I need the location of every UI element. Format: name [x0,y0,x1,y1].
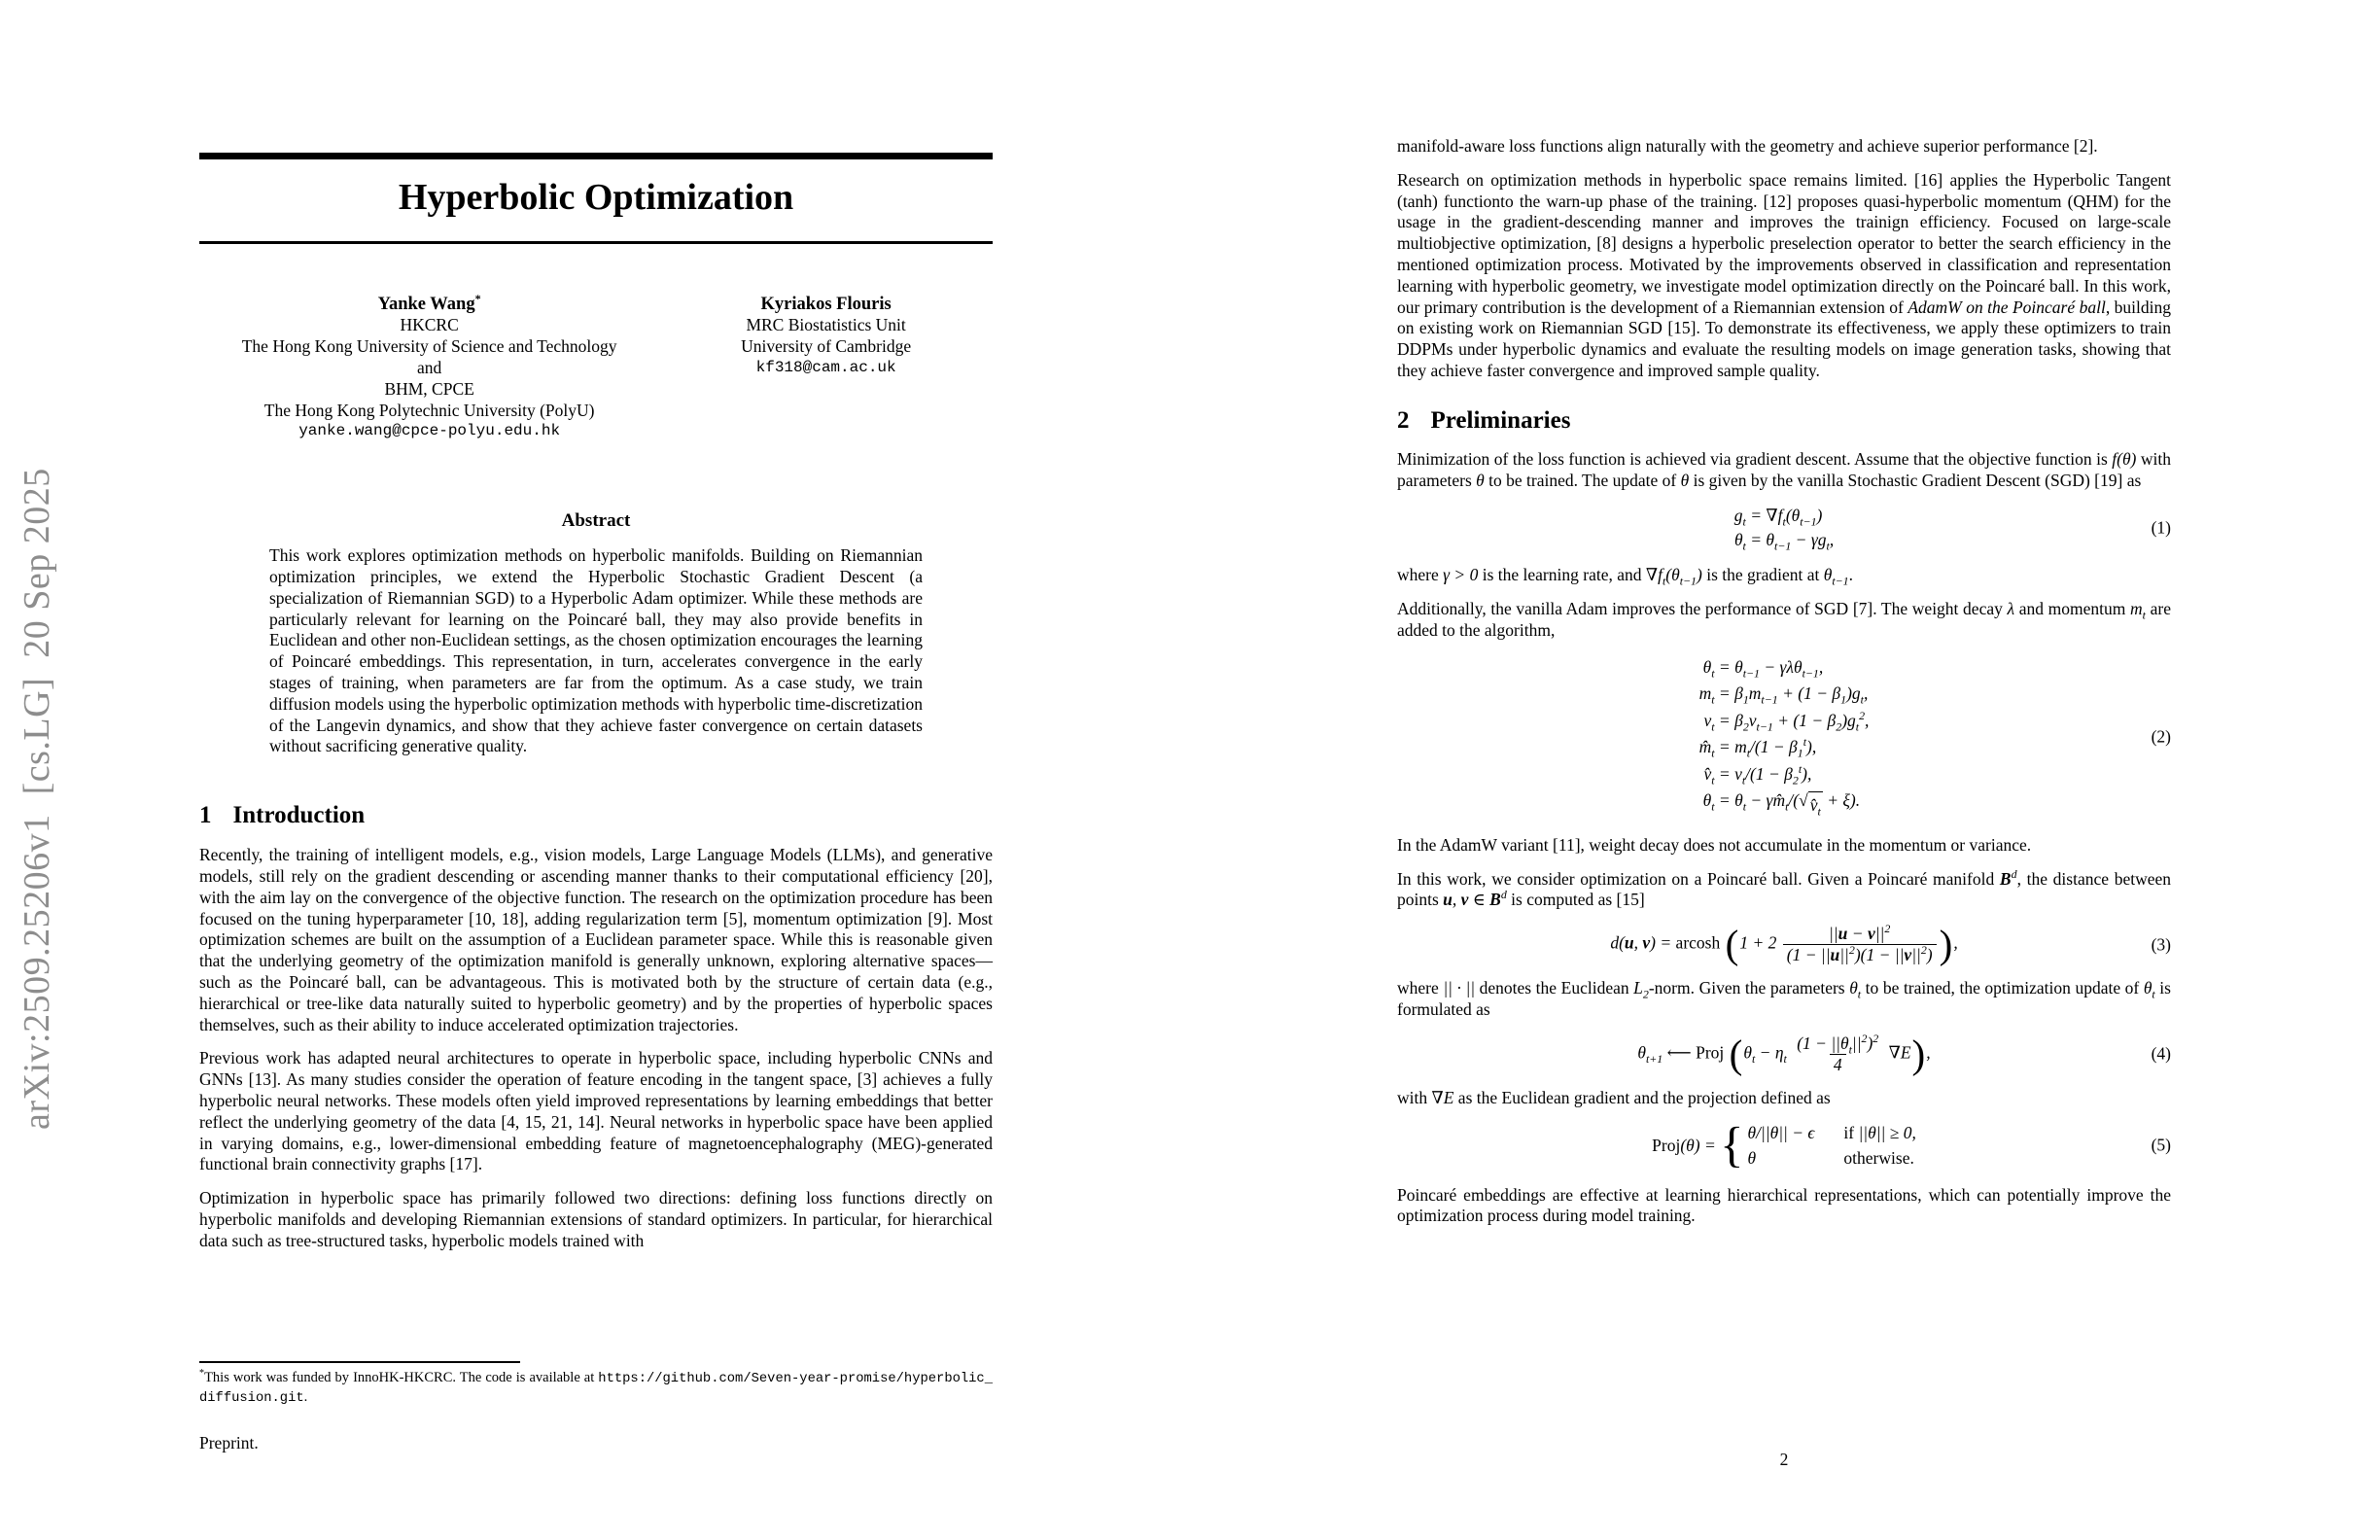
equation-3-number: (3) [2151,934,2171,955]
intro-paragraph-2: Previous work has adapted neural architectures to operate in hyperbolic space, including hyperbolic CNNs and GNNs [13]. As many studies consider the operation of feature encoding in the tangent space, [3] achieves a fully hyperbolic neural networks. These models often yield improved representations by learning embeddings that better reflect the underlying geometry of the data [4, 15, 21, 14]. Neural networks in hyperbolic space have been applied in varying domains, e.g., lower-dimensional embedding feature of magnetoencephalography (MEG)-generated functional brain connectivity graphs [17]. [199,1048,993,1174]
author-1-email: yanke.wang@cpce-polyu.edu.hk [298,422,561,440]
paragraph-with-gradient: with ∇E as the Euclidean gradient and the projection defined as [1397,1087,1831,1107]
section-1-number: 1 [199,802,212,829]
title-rule-top [199,153,993,159]
equation-2-number: (2) [2151,726,2171,747]
equation-1: $g_t$ = $\nabla f_t(\theta_{t-1})$ $\theta_t$ = $\theta_{t-1} - \gamma g_t$, (1) [1733,506,2171,553]
author-1-affiliation-line: The Hong Kong Polytechnic University (PolyU) [263,400,595,420]
author-2-name [659,295,993,316]
author-1-name-text: Yanke Wang [377,294,475,314]
paragraph-where-gamma: where γ > 0 is the learning rate, and $\nabla f_t(\theta_{t-1})$ is the gradient at $\theta_{t-1}$. [1397,565,1853,588]
author-1 [199,291,659,443]
footnote-body: This work was funded by InnoHK-HKCRC. The code is available at [204,1370,599,1385]
author-1-affiliation-line: HKCRC [400,315,459,335]
cases-brace: { [1720,1117,1744,1172]
equation-4-number: (4) [2151,1043,2171,1064]
equation-5-number: (5) [2151,1135,2171,1155]
page-2 [1397,136,2171,1470]
footnote-rule [199,1361,520,1363]
footnote-marker: * [199,1368,205,1380]
paragraph-manifold-aware: manifold-aware loss functions align naturally with the geometry and achieve superior performance [2]. [1397,136,2098,156]
abstract-heading: Abstract [561,510,631,532]
author-1-footnote-mark: * [474,291,481,305]
author-2-affiliation-line: MRC Biostatistics Unit [746,315,906,335]
author-2-name-text: Kyriakos Flouris [760,294,892,314]
paragraph-embeddings: Poincaré embeddings are effective at learning hierarchical representations, which can potentially improve the optimization process during model training. [1397,1184,2171,1226]
author-2-email: kf318@cam.ac.uk [755,359,896,377]
abstract-text: This work explores optimization methods on hyperbolic manifolds. Building on Riemannian optimization principles, we extend the Hyperbolic Stochastic Gradient Descent (a specialization of Riemannian SGD) to a Hyperbolic Adam optimizer. While these methods are particularly relevant for learning on the Poincaré ball, they may also provide benefits in Euclidean and other non-Euclidean settings, as the chosen optimization encourages the learning of Poincaré embeddings. This representation, in turn, accelerates convergence in the early stages of training, when parameters are far from the optimum. As a case study, we train diffusion models using the hyperbolic optimization methods with hyperbolic time-discretization of the Langevin dynamics, and show that they achieve faster convergence on certain datasets without sacrificing generative quality. [269,545,923,756]
author-1-affiliation-line: BHM, CPCE [384,378,474,399]
paragraph-where-norm: where || · || denotes the Euclidean $L_2$-norm. Given the parameters $\theta_t$ to be trained, the optimization update of $\theta_t$ is formulated as [1397,978,2171,1019]
equation-5-cases: { θ/||θ|| − ϵ if ||θ|| ≥ 0, θ otherwise. [1720,1117,1916,1172]
footnote-period: . [303,1389,308,1405]
paragraph-adamw: In the AdamW variant [11], weight decay does not accumulate in the momentum or variance. [1397,834,2032,855]
author-1-affiliation-line: The Hong Kong University of Science and Technology [241,336,617,357]
author-2 [659,295,993,443]
paragraph-poincare-ball: In this work, we consider optimization on a Poincaré ball. Given a Poincaré manifold $B^d$, the distance between points u, v ∈ $B^d$ is computed as [15] [1397,866,2171,910]
arxiv-watermark: arXiv:2509.25206v1 [cs.LG] 20 Sep 2025 [17,468,57,1130]
intro-paragraph-1: Recently, the training of intelligent models, e.g., vision models, Large Language Models (LLMs), and generative models, still rely on the gradient descending or ascending manner thanks to their computational efficiency [20], with the aim lay on the convergence of the objective function. The research on the optimization procedure has been focused on the tuning hyperparameter [10, 18], adding regularization term [5], momentum optimization [9]. Most optimization schemes are built on the assumption of a Euclidean parameter space. While this is reasonable given that the underlying geometry of the optimization manifold is generally unknown, exploring alternative spaces—such as the Poincaré ball, can be advantageous. This is motivated both by the structure of certain data (e.g., hierarchical or tree-like data naturally suited to hyperbolic geometry) and by the properties of hyperbolic spaces themselves, such as their ability to induce accelerated optimization trajectories. [199,845,993,1034]
section-2-number: 2 [1397,406,1410,434]
page-number: 2 [1779,1450,1789,1469]
equation-3: d(u, v) = arcosh ( 1 + 2 $\frac{||u - v||^2}{(1 - ||u||^2)(1 - ||v||^2)}$ ) , (3) [1610,922,2171,967]
paragraph-minimization: Minimization of the loss function is achieved via gradient descent. Assume that the objective function is f(θ) with parameters θ to be trained. The update of θ is given by the vanilla Stochastic Gradient Descent (SGD) [19] as [1397,448,2171,490]
footnote [199,1361,993,1408]
equation-1-number: (1) [2151,517,2171,538]
preprint-label: Preprint. [199,1433,259,1452]
section-2-title: Preliminaries [1430,406,1571,434]
equation-4: $\theta_{t+1}$ ⟵ Proj ( $\theta_t - \eta_t$ $\frac{(1 - ||\theta_t||^2)^2}{4}$ ∇E ) , (4) [1637,1031,2171,1076]
equation-5: Proj(θ) = { θ/||θ|| − ϵ if ||θ|| ≥ 0, θ otherwise. (5) [1652,1117,2171,1172]
paragraph-research: Research on optimization methods in hyperbolic space remains limited. [16] applies the Hyperbolic Tangent (tanh) functionto the warn-up phase of the training. [12] proposes quasi-hyperbolic momentum (QHM) for the usage in the gradient-descending manner and improves the trainign efficiency. Focused on large-scale multiobjective optimization, [8] designs a hyperbolic preselection operator to better the search efficiency in the mentioned optimization process. Motivated by the improvements observed in classification and representation learning with hyperbolic geometry, we investigate model optimization directly on the Poincaré ball. In this work, our primary contribution is the development of a Riemannian extension of AdamW on the Poincaré ball, building on existing work on Riemannian SGD [15]. To demonstrate its effectiveness, we apply these optimizers to train DDPMs under hyperbolic dynamics and evaluate the resulting models on image generation tasks, showing that they achieve faster convergence and improved sample quality. [1397,169,2171,380]
section-1-heading [199,802,993,829]
authors-block [199,291,993,443]
author-2-affiliation-line: University of Cambridge [741,336,912,357]
footnote-text [199,1369,993,1408]
equation-2: $\theta_t$ = $\theta_{t-1} - \gamma\lambda\theta_{t-1}$, $m_t$ = $\beta_1m_{t-1} + (1 - \beta_1)g_t$, $v_t$ = $\beta_2v_{t-1} + (1 - \beta_2)g_t^2$, $m̂_t$ = $m_t/(1 - \beta_1^t)$, $v̂_t$ = $v_t/(1 - \beta_2^t)$, $\theta_t$ = $\theta_t$ − $\gamma m̂_t/$( √ $v̂_t$ + ξ). (2) [1698,656,2171,819]
title-rule-bottom [199,241,993,244]
paragraph-additionally: Additionally, the vanilla Adam improves the performance of SGD [7]. The weight decay λ and momentum $m_t$ are added to the algorithm, [1397,599,2171,640]
intro-paragraph-3: Optimization in hyperbolic space has primarily followed two directions: defining loss functions directly on hyperbolic manifolds and developing Riemannian extensions of standard optimizers. In particular, for hierarchical data such as tree-structured tasks, hyperbolic models trained with [199,1188,993,1250]
paper-title: Hyperbolic Optimization [398,177,794,218]
section-2-heading [1397,407,2171,435]
section-1-title: Introduction [232,802,366,829]
author-1-affiliation-line: and [416,358,442,378]
code-repository-link[interactable]: https://github.com/Seven-year-promise/hyperbolic_diffusion.git [199,1372,993,1406]
page-1 [199,153,993,1453]
author-1-name [199,291,659,316]
